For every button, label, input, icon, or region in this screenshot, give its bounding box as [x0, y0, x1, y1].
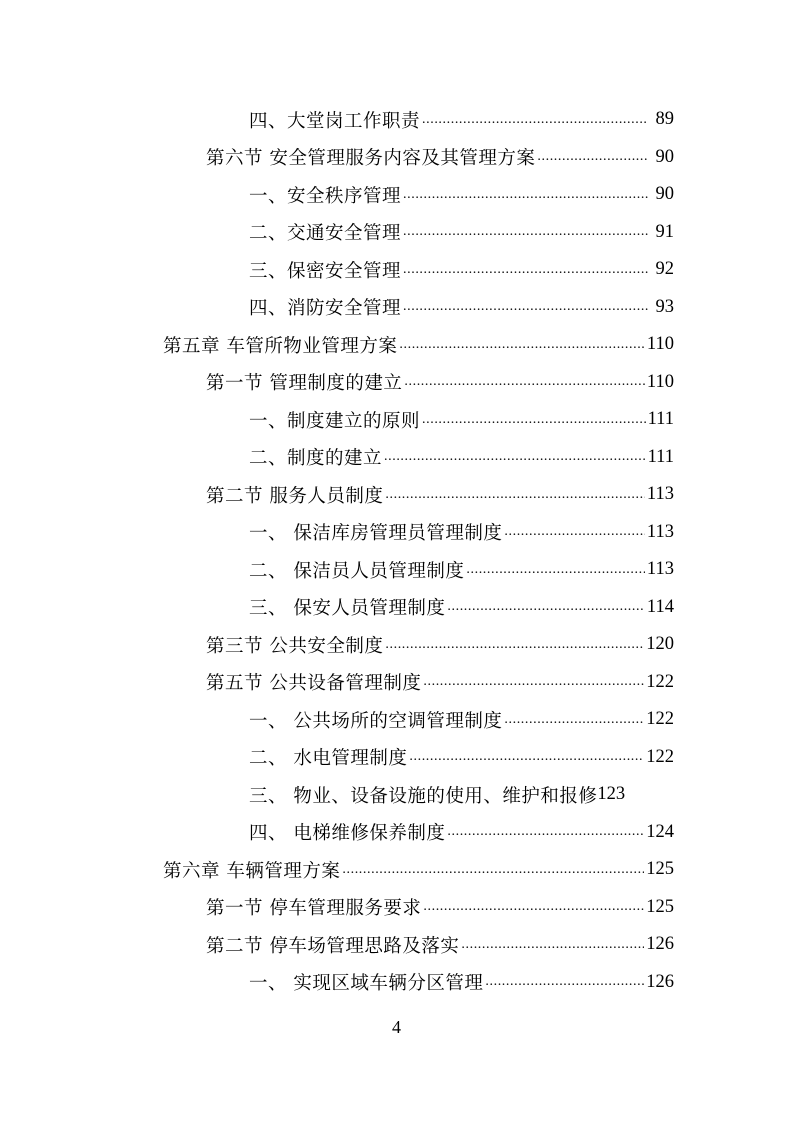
- toc-entry-title: 三、 保安人员管理制度: [249, 594, 445, 620]
- toc-entry[interactable]: [0, 251, 793, 289]
- toc-entry[interactable]: [0, 439, 793, 477]
- toc-entry-title: 一、 实现区域车辆分区管理: [249, 969, 483, 995]
- toc-entry-title: 第六节 安全管理服务内容及其管理方案: [206, 144, 535, 170]
- toc-entry-page: 90: [655, 184, 674, 205]
- toc-entry[interactable]: [0, 289, 793, 327]
- dot-leader: [461, 935, 644, 955]
- toc-entry[interactable]: [0, 326, 793, 364]
- toc-entry[interactable]: [0, 851, 793, 889]
- toc-entry-page: 91: [655, 221, 674, 242]
- toc-entry-title: 二、 保洁员人员管理制度: [249, 557, 464, 583]
- toc-entry-page: 126: [646, 971, 674, 992]
- dot-leader: [403, 297, 648, 317]
- toc-entry-page: 122: [646, 709, 674, 730]
- dot-leader: [409, 747, 644, 767]
- table-of-contents: [0, 101, 793, 1001]
- toc-entry-page: 111: [647, 446, 674, 467]
- toc-entry[interactable]: [0, 739, 793, 777]
- toc-entry[interactable]: [0, 551, 793, 589]
- toc-entry-title: 第二节 服务人员制度: [206, 482, 383, 508]
- toc-entry-page: 122: [646, 671, 674, 692]
- toc-entry-title: 第一节 停车管理服务要求: [206, 894, 421, 920]
- toc-entry-title: 第五节 公共设备管理制度: [206, 669, 421, 695]
- toc-entry-title: 三、保密安全管理: [249, 257, 401, 283]
- toc-entry[interactable]: [0, 701, 793, 739]
- toc-entry[interactable]: [0, 139, 793, 177]
- toc-entry-page: 126: [646, 934, 674, 955]
- toc-entry-page: 111: [647, 409, 674, 430]
- dot-leader: [385, 635, 644, 655]
- toc-entry[interactable]: [0, 401, 793, 439]
- toc-entry[interactable]: [0, 814, 793, 852]
- toc-entry-page: 125: [646, 896, 674, 917]
- toc-entry-title: 一、制度建立的原则: [249, 407, 420, 433]
- dot-leader: [422, 110, 648, 130]
- toc-entry-title: 第二节 停车场管理思路及落实: [206, 932, 459, 958]
- toc-entry-title: 二、制度的建立: [249, 444, 382, 470]
- toc-entry[interactable]: [0, 889, 793, 927]
- dot-leader: [403, 185, 648, 205]
- toc-entry-title: 第五章 车管所物业管理方案: [163, 332, 397, 358]
- toc-entry-page: 114: [646, 596, 674, 617]
- toc-entry[interactable]: [0, 476, 793, 514]
- dot-leader: [423, 672, 644, 692]
- dot-leader: [466, 560, 645, 580]
- toc-entry[interactable]: [0, 664, 793, 702]
- dot-leader: [384, 447, 646, 467]
- toc-entry[interactable]: [0, 214, 793, 252]
- toc-entry[interactable]: [0, 964, 793, 1002]
- toc-entry-title: 一、 保洁库房管理员管理制度: [249, 519, 502, 545]
- toc-entry-page: 120: [646, 634, 674, 655]
- toc-entry[interactable]: [0, 776, 793, 814]
- dot-leader: [385, 485, 645, 505]
- toc-entry-page: 92: [655, 259, 674, 280]
- toc-entry[interactable]: [0, 626, 793, 664]
- toc-entry-title: 一、 公共场所的空调管理制度: [249, 707, 502, 733]
- dot-leader: [485, 972, 644, 992]
- dot-leader: [403, 222, 648, 242]
- dot-leader: [403, 260, 648, 280]
- toc-entry-title: 四、消防安全管理: [249, 294, 401, 320]
- toc-entry-page: 124: [646, 821, 674, 842]
- toc-entry-page: 122: [646, 746, 674, 767]
- dot-leader: [447, 822, 644, 842]
- toc-entry-title: 第一节 管理制度的建立: [206, 369, 402, 395]
- toc-entry-page: 110: [646, 334, 674, 355]
- dot-leader: [423, 897, 644, 917]
- toc-entry[interactable]: [0, 514, 793, 552]
- toc-entry-page: 90: [655, 146, 674, 167]
- toc-entry-page: 123: [597, 784, 626, 805]
- page-number: 4: [392, 1017, 401, 1037]
- toc-entry[interactable]: [0, 589, 793, 627]
- dot-leader: [504, 710, 644, 730]
- toc-entry-page: 89: [655, 109, 674, 130]
- dot-leader: [504, 522, 645, 542]
- dot-leader: [342, 860, 644, 880]
- toc-entry-page: 113: [646, 521, 674, 542]
- dot-leader: [447, 597, 645, 617]
- toc-entry[interactable]: [0, 364, 793, 402]
- dot-leader: [422, 410, 646, 430]
- toc-entry-page: 113: [646, 484, 674, 505]
- toc-entry[interactable]: [0, 926, 793, 964]
- toc-entry[interactable]: [0, 101, 793, 139]
- toc-entry-page: 125: [646, 859, 674, 880]
- toc-entry-page: 113: [646, 559, 674, 580]
- toc-entry[interactable]: [0, 176, 793, 214]
- toc-entry-page: 110: [646, 371, 674, 392]
- toc-entry-title: 四、大堂岗工作职责: [249, 107, 420, 133]
- toc-entry-title: 第三节 公共安全制度: [206, 632, 383, 658]
- dot-leader: [537, 147, 648, 167]
- toc-entry-title: 四、 电梯维修保养制度: [249, 819, 445, 845]
- dot-leader: [404, 372, 645, 392]
- toc-entry-page: 93: [655, 296, 674, 317]
- dot-leader: [399, 335, 645, 355]
- toc-entry-title: 三、 物业、设备设施的使用、维护和报修: [249, 782, 597, 808]
- toc-entry-title: 一、安全秩序管理: [249, 182, 401, 208]
- toc-entry-title: 第六章 车辆管理方案: [163, 857, 340, 883]
- toc-entry-title: 二、 水电管理制度: [249, 744, 407, 770]
- toc-entry-title: 二、交通安全管理: [249, 219, 401, 245]
